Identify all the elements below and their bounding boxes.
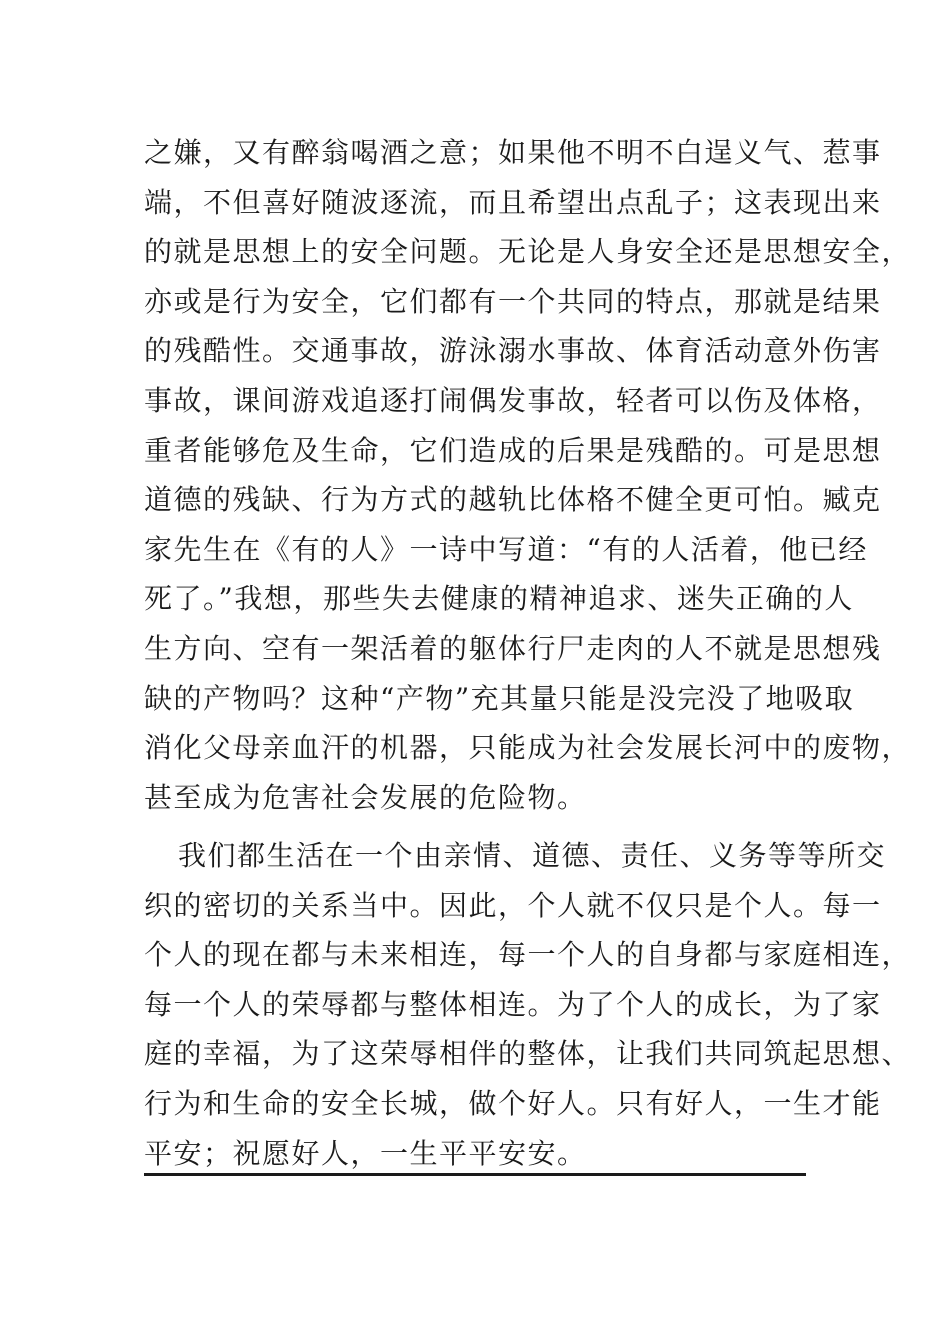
text-line: 个人的现在都与未来相连，每一个人的自身都与家庭相连，: [144, 938, 912, 972]
text-line: 平安；祝愿好人，一生平平安安。: [144, 1136, 587, 1170]
text-line: 每一个人的荣辱都与整体相连。为了个人的成长，为了家: [144, 987, 882, 1021]
text-line: 庭的幸福，为了这荣辱相伴的整体，让我们共同筑起思想、: [144, 1037, 912, 1071]
text-line: 之嫌，又有醉翁喝酒之意；如果他不明不白逞义气、惹事: [144, 136, 882, 169]
text-line: 行为和生命的安全长城，做个好人。只有好人，一生才能: [144, 1086, 882, 1120]
text-line: 消化父母亲血汗的机器，只能成为社会发展长河中的废物，: [144, 731, 912, 765]
text-line: 缺的产物吗？这种“产物”充其量只能是没完没了地吸取: [144, 681, 855, 715]
paragraph-2: [144, 831, 912, 1178]
text-line: 生方向、空有一架活着的躯体行尸走肉的人不就是思想残: [144, 631, 882, 665]
text-line: 道德的残缺、行为方式的越轨比体格不健全更可怕。臧克: [144, 483, 882, 517]
text-line: 的就是思想上的安全问题。无论是人身安全还是思想安全，: [144, 235, 912, 269]
paragraph-1: [144, 128, 912, 822]
text-line: 甚至成为危害社会发展的危险物。: [144, 780, 587, 814]
text-line: 亦或是行为安全，它们都有一个共同的特点，那就是结果: [144, 284, 882, 318]
text-line: 织的密切的关系当中。因此，个人就不仅只是个人。每一: [144, 888, 882, 922]
text-line: 端，不但喜好随波逐流，而且希望出点乱子；这表现出来: [144, 185, 882, 219]
text-line: 事故，课间游戏追逐打闹偶发事故，轻者可以伤及体格，: [144, 383, 882, 417]
text-line: 的残酷性。交通事故，游泳溺水事故、体育活动意外伤害: [144, 334, 882, 368]
end-of-text-rule: [144, 1173, 806, 1176]
text-line: 我们都生活在一个由亲情、道德、责任、义务等等所交: [178, 839, 887, 872]
text-line: 家先生在《有的人》一诗中写道：“有的人活着，他已经: [144, 532, 868, 566]
text-line: 死了。”我想，那些失去健康的精神追求、迷失正确的人: [144, 582, 854, 616]
text-line: 重者能够危及生命，它们造成的后果是残酷的。可是思想: [144, 433, 882, 467]
